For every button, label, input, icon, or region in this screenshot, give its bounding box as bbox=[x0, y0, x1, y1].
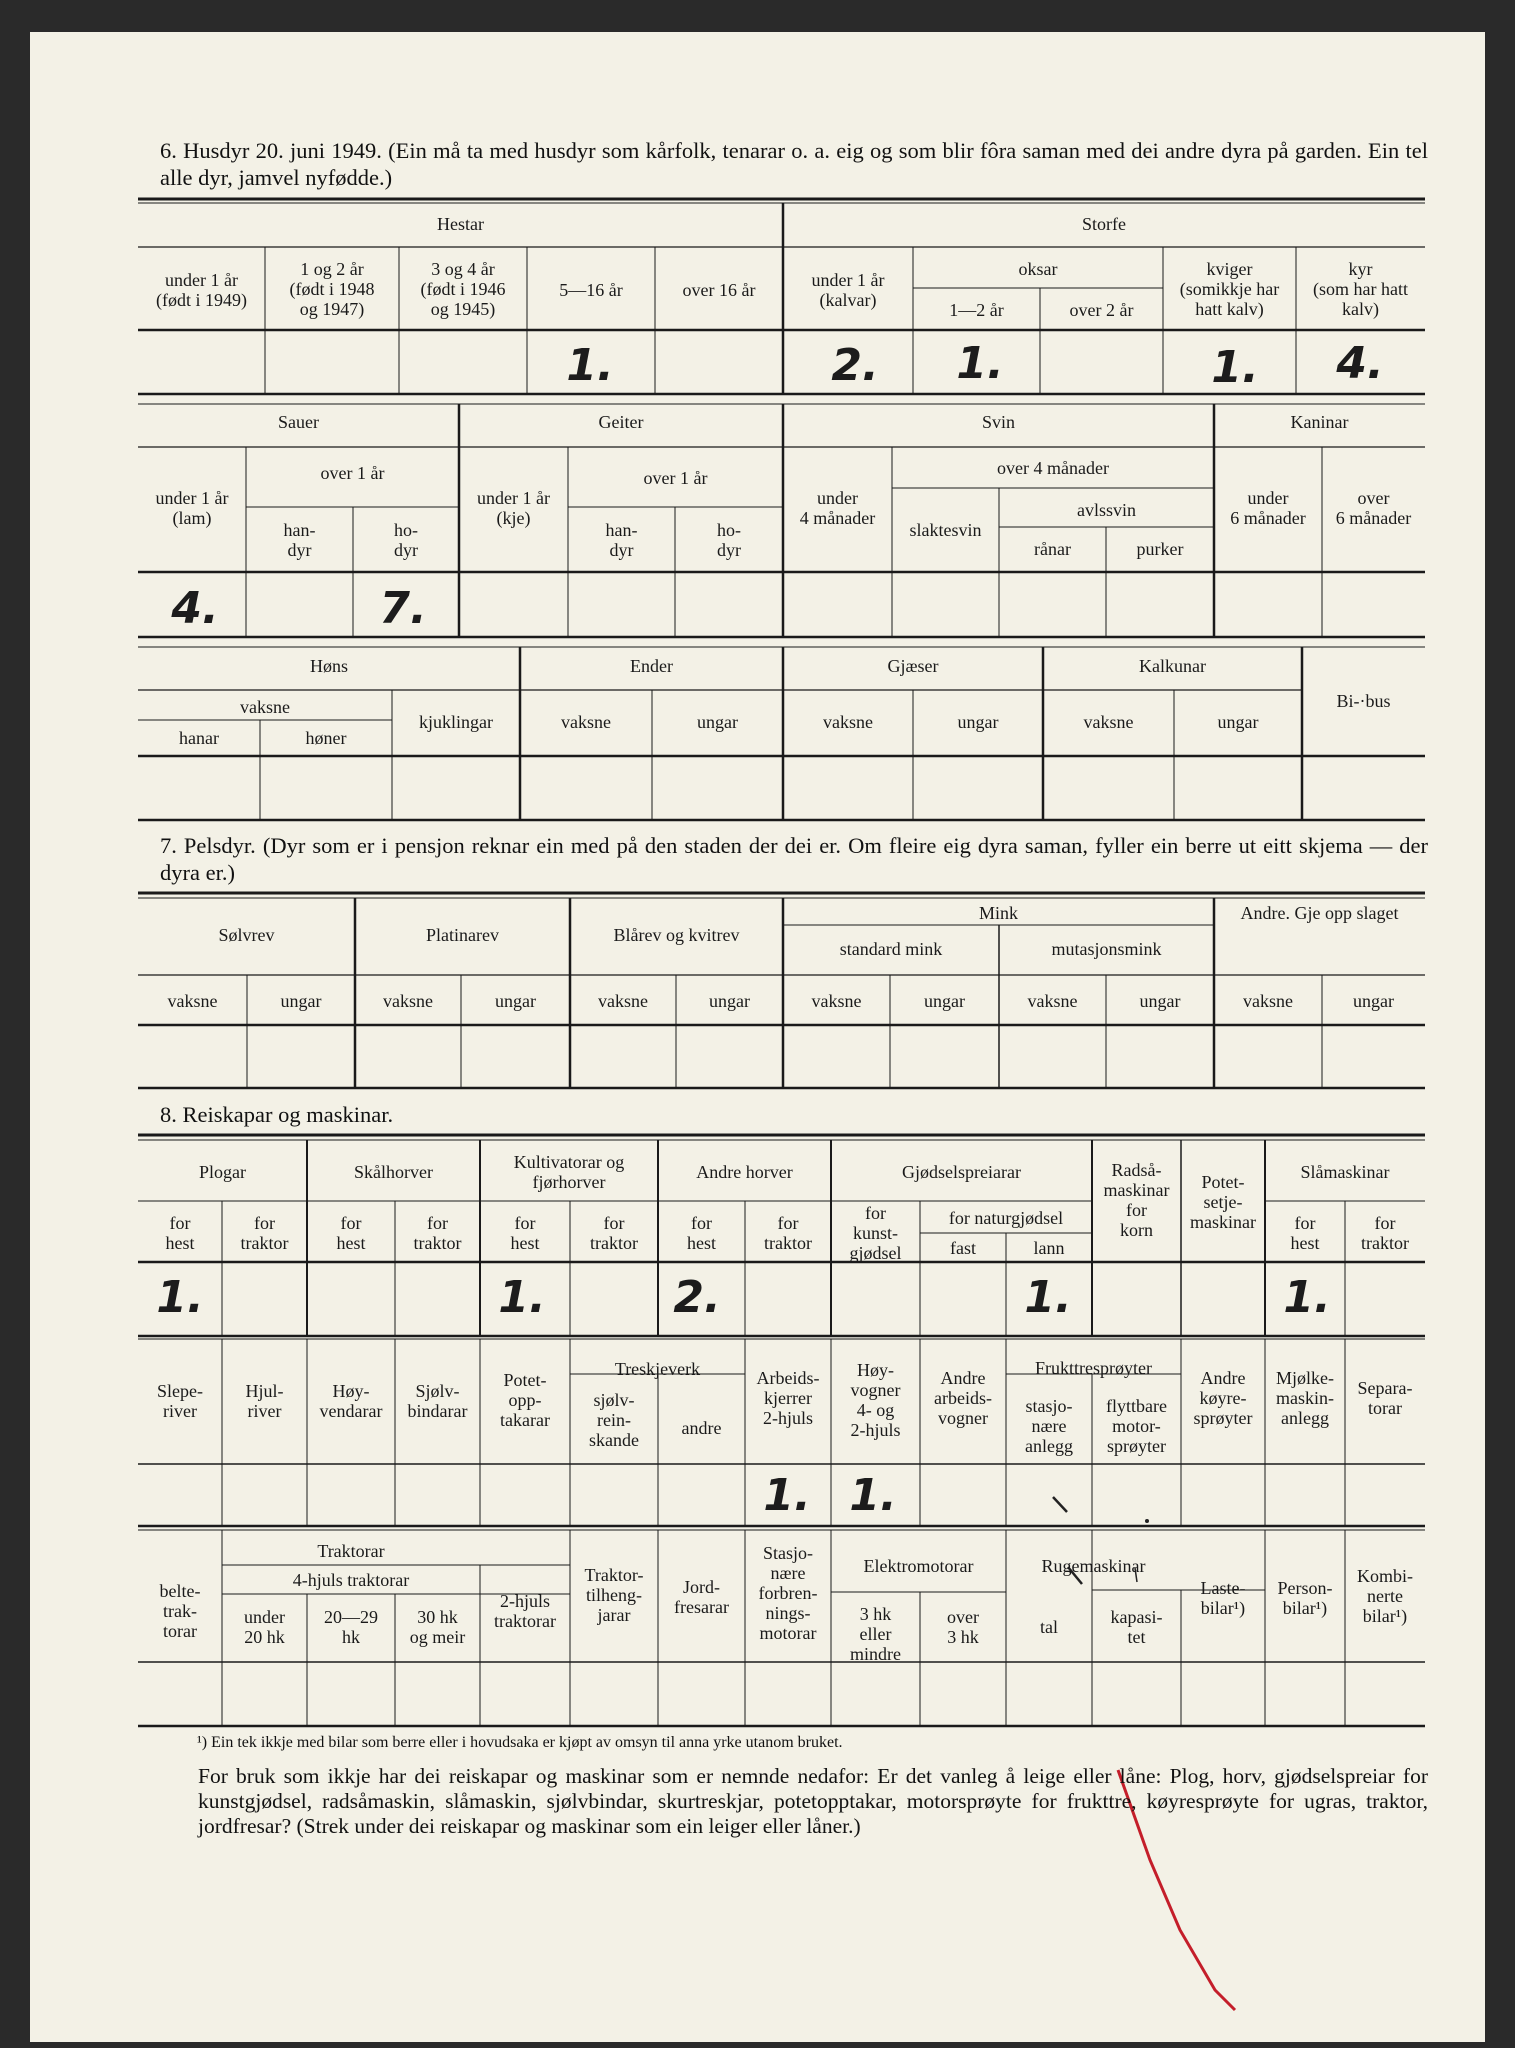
sauer-handyr: han- dyr bbox=[283, 520, 316, 560]
oksar-over2: over 2 år bbox=[1069, 300, 1134, 320]
skaal-for-hest: for hest bbox=[336, 1213, 366, 1253]
hestar-under1: under 1 år (født i 1949) bbox=[156, 270, 247, 310]
geiter-handyr: han- dyr bbox=[605, 520, 638, 560]
frukttresproyter-header: Frukttresprøyter bbox=[1035, 1358, 1152, 1378]
section8-heading: 8. Reiskapar og maskinar. bbox=[160, 1102, 394, 1127]
separatorar-header: Separa- torar bbox=[1357, 1378, 1413, 1418]
value-lam: 4. bbox=[171, 583, 219, 634]
svin-slaktesvin: slaktesvin bbox=[909, 520, 982, 540]
svin-avlssvin: avlssvin bbox=[1076, 500, 1136, 520]
value-plog-hest: 1. bbox=[156, 1272, 204, 1323]
blaarev-vaksne: vaksne bbox=[598, 991, 648, 1011]
oksar-1-2: 1—2 år bbox=[949, 300, 1004, 320]
elektro-over3: over 3 hk bbox=[947, 1607, 979, 1647]
kalkunar-ungar: ungar bbox=[1217, 712, 1259, 732]
value-lann: 1. bbox=[1024, 1272, 1072, 1323]
svin-under4: under 4 månader bbox=[799, 488, 876, 528]
kviger-header: kviger (somikkje har hatt kalv) bbox=[1179, 259, 1280, 319]
plog-for-hest: for hest bbox=[165, 1213, 195, 1253]
andre-koyresproyter-header: Andre køyre- sprøyter bbox=[1193, 1368, 1253, 1428]
geiter-kje: under 1 år (kje) bbox=[477, 488, 550, 528]
gjodsel-lann: lann bbox=[1033, 1238, 1065, 1258]
plog-for-traktor: for traktor bbox=[240, 1213, 289, 1253]
kaninar-over6: over 6 månader bbox=[1335, 488, 1412, 528]
instruction-paragraph: For bruk som ikkje har dei reiskapar og maskinar som er nemnde nedafor: Er det vanleg å leige eller låne: Plog, horv, gjødselspreiar for kunstgjødsel, radsåmaskin, slåmaskin, sjølvbindar, skurtreskjar, potetopptakar, motorsprøyte for frukttre, køyresprøyte for ugras, traktor, jordfresar? (Strek under dei reiskapar og maskinar som ein leiger eller låner.) bbox=[198, 1764, 1428, 1838]
solvrev-vaksne: vaksne bbox=[167, 991, 218, 1011]
sauer-over1: over 1 år bbox=[320, 463, 385, 483]
hons-header: Høns bbox=[309, 656, 348, 676]
hons-vaksne: vaksne bbox=[240, 697, 290, 717]
sauer-header: Sauer bbox=[278, 412, 319, 432]
bikubus-header: Bi-·bus bbox=[1336, 691, 1391, 711]
svin-over4: over 4 månader bbox=[997, 458, 1109, 478]
rugemaskinar-header: Rugemaskinar bbox=[1041, 1556, 1146, 1576]
potetsetje-header: Potet- setje- maskinar bbox=[1190, 1172, 1256, 1232]
hestar-3og4: 3 og 4 år (født i 1946 og 1945) bbox=[420, 259, 506, 319]
slaa-for-hest: for hest bbox=[1290, 1213, 1320, 1253]
storfe-kalvar: under 1 år (kalvar) bbox=[811, 270, 885, 310]
section7-heading: 7. Pelsdyr. (Dyr som er i pensjon reknar ein med på den staden der dei er. Om fleire eig dyra saman, fyller ein berre ut eitt skjema — der dyra er.) bbox=[160, 833, 1428, 885]
value-hodyr: 7. bbox=[379, 583, 427, 634]
value-arbeidskjerrer: 1. bbox=[763, 1470, 811, 1521]
kalkunar-header: Kalkunar bbox=[1139, 656, 1206, 676]
gjaeser-ungar: ungar bbox=[957, 712, 999, 732]
tohjuls-header: 2-hjuls traktorar bbox=[494, 1591, 556, 1631]
frukt-stasjonaere: stasjo- nære anlegg bbox=[1025, 1396, 1073, 1456]
svin-header: Svin bbox=[981, 412, 1015, 432]
geiter-header: Geiter bbox=[598, 412, 644, 432]
kaninar-header: Kaninar bbox=[1290, 412, 1349, 432]
value-kviger: 1. bbox=[1211, 342, 1259, 393]
platinarev-ungar: ungar bbox=[495, 991, 536, 1011]
andre-ungar: ungar bbox=[1353, 991, 1394, 1011]
fjorhjuls-header: 4-hjuls traktorar bbox=[292, 1570, 410, 1590]
mutasjonsmink-ungar: ungar bbox=[1139, 991, 1181, 1011]
kyr-header: kyr (som har hatt kalv) bbox=[1313, 259, 1408, 319]
storfe-header: Storfe bbox=[1082, 214, 1126, 234]
ruge-kapasitet: kapasi- tet bbox=[1110, 1607, 1163, 1647]
value-hestar-5-16: 1. bbox=[566, 340, 614, 391]
hestar-5-16: 5—16 år bbox=[559, 280, 623, 300]
ender-ungar: ungar bbox=[697, 712, 738, 732]
geiter-over1: over 1 år bbox=[643, 468, 708, 488]
mjolkemaskin-header: Mjølke- maskin- anlegg bbox=[1276, 1368, 1334, 1428]
skaal-for-traktor: for traktor bbox=[413, 1213, 462, 1253]
oksar-header: oksar bbox=[1018, 259, 1058, 279]
sauer-lam: under 1 år (lam) bbox=[155, 488, 229, 528]
footnote: ¹) Ein tek ikkje med bilar som berre eller i hovudsaka er kjøpt av omsyn til anna yrke utanom bruket. bbox=[197, 1734, 843, 1751]
blaarev-ungar: ungar bbox=[709, 991, 750, 1011]
ender-header: Ender bbox=[630, 656, 673, 676]
lastebilar-header: Laste- bilar¹) bbox=[1200, 1578, 1246, 1618]
value-kyr: 4. bbox=[1336, 338, 1384, 389]
kaninar-under6: under 6 månader bbox=[1230, 488, 1306, 528]
mutasjonsmink-vaksne: vaksne bbox=[1027, 991, 1078, 1011]
standard-mink-vaksne: vaksne bbox=[811, 991, 862, 1011]
gjodsel-kunstgjodsel: for kunst- gjødsel bbox=[849, 1203, 902, 1263]
sauer-hodyr: ho- dyr bbox=[394, 520, 418, 560]
value-slaa-hest: 1. bbox=[1283, 1272, 1331, 1323]
solvrev-header: Sølvrev bbox=[218, 925, 275, 945]
ender-vaksne: vaksne bbox=[561, 712, 611, 732]
personbilar-header: Person- bilar¹) bbox=[1277, 1578, 1333, 1618]
jordfresarar-header: Jord- fresarar bbox=[674, 1577, 729, 1617]
hk20-29-header: 20—29 hk bbox=[324, 1607, 378, 1647]
hoyvogner-header: Høy- vogner 4- og 2-hjuls bbox=[850, 1360, 901, 1440]
value-oksar-1-2: 1. bbox=[956, 338, 1004, 389]
svin-raanar: rånar bbox=[1034, 539, 1071, 559]
frukt-flyttbare: flyttbare motor- sprøyter bbox=[1106, 1396, 1167, 1456]
kombinerte-header: Kombi- nerte bilar¹) bbox=[1357, 1566, 1413, 1626]
tilhengjarar-header: Traktor- tilheng- jarar bbox=[584, 1565, 644, 1625]
andre-vaksne: vaksne bbox=[1243, 991, 1293, 1011]
plogar-header: Plogar bbox=[199, 1162, 246, 1182]
gjaeser-vaksne: vaksne bbox=[823, 712, 873, 732]
hestar-1og2: 1 og 2 år (født i 1948 og 1947) bbox=[289, 259, 375, 319]
kalkunar-vaksne: vaksne bbox=[1083, 712, 1134, 732]
stasjonaere-motorar-header: Stasjo- nære forbren- nings- motorar bbox=[758, 1543, 818, 1643]
andre-arbeidsvogner-header: Andre arbeids- vogner bbox=[934, 1368, 992, 1428]
hk30-header: 30 hk og meir bbox=[409, 1607, 466, 1647]
value-hoyvogner: 1. bbox=[849, 1470, 897, 1521]
andre-pelsdyr-header: Andre. Gje opp slaget bbox=[1240, 903, 1399, 923]
platinarev-vaksne: vaksne bbox=[383, 991, 433, 1011]
ruge-tal: tal bbox=[1040, 1617, 1058, 1637]
hons-hanar: hanar bbox=[179, 728, 219, 748]
value-kalvar: 2. bbox=[831, 340, 879, 391]
traktorar-header: Traktorar bbox=[317, 1541, 385, 1561]
andre-horver-header: Andre horver bbox=[696, 1162, 793, 1182]
beltetraktorar-header: belte- trak- torar bbox=[159, 1581, 201, 1641]
gjodsel-header: Gjødselspreiarar bbox=[902, 1162, 1021, 1182]
arbeidskjerrer-header: Arbeids- kjerrer 2-hjuls bbox=[756, 1368, 820, 1428]
mink-header: Mink bbox=[978, 903, 1018, 923]
hons-kjuklingar: kjuklingar bbox=[419, 712, 493, 732]
under20-header: under 20 hk bbox=[244, 1607, 285, 1647]
svin-purker: purker bbox=[1136, 539, 1184, 559]
blaarev-header: Blårev og kvitrev bbox=[613, 925, 740, 945]
sleperiver-header: Slepe- river bbox=[157, 1381, 203, 1421]
gjodsel-fast: fast bbox=[950, 1238, 976, 1258]
elektromotorar-header: Elektromotorar bbox=[863, 1556, 974, 1576]
hons-honer: høner bbox=[305, 728, 347, 748]
sjolvbindarar-header: Sjølv- bindarar bbox=[407, 1381, 468, 1421]
treskjeverk-header: Treskjeverk bbox=[614, 1359, 701, 1379]
section6-heading: 6. Husdyr 20. juni 1949. (Ein må ta med husdyr som kårfolk, tenarar o. a. eig og som blir fôra saman med dei andre dyra på garden. Ein tel alle dyr, jamvel nyfødde.) bbox=[160, 138, 1428, 190]
andre-for-hest: for hest bbox=[687, 1213, 716, 1253]
standard-mink-ungar: ungar bbox=[924, 991, 965, 1011]
kultivatorar-header: Kultivatorar og fjørhorver bbox=[513, 1152, 625, 1192]
standard-mink-header: standard mink bbox=[839, 939, 943, 959]
value-andre-hest: 2. bbox=[673, 1272, 721, 1323]
hoyvendarar-header: Høy- vendarar bbox=[319, 1381, 383, 1421]
slaa-for-traktor: for traktor bbox=[1361, 1213, 1409, 1253]
kult-for-hest: for hest bbox=[510, 1213, 540, 1253]
elektro-3hk: 3 hk eller mindre bbox=[850, 1604, 901, 1664]
value-kult-hest: 1. bbox=[498, 1272, 546, 1323]
solvrev-ungar: ungar bbox=[280, 991, 322, 1011]
mutasjonsmink-header: mutasjonsmink bbox=[1051, 939, 1162, 959]
treskjeverk-andre: andre bbox=[681, 1418, 722, 1438]
slaamaskinar-header: Slåmaskinar bbox=[1300, 1162, 1390, 1182]
hestar-over16: over 16 år bbox=[682, 280, 756, 300]
gjaeser-header: Gjæser bbox=[887, 656, 939, 676]
hestar-header: Hestar bbox=[437, 214, 484, 234]
geiter-hodyr: ho- dyr bbox=[717, 520, 741, 560]
skaalhorver-header: Skålhorver bbox=[354, 1162, 433, 1182]
gjodsel-naturgjodsel: for naturgjødsel bbox=[948, 1208, 1064, 1228]
potetopptakarar-header: Potet- opp- takarar bbox=[500, 1370, 550, 1430]
kult-for-traktor: for traktor bbox=[590, 1213, 638, 1253]
hjulriver-header: Hjul- river bbox=[245, 1381, 284, 1421]
andre-for-traktor: for traktor bbox=[764, 1213, 812, 1253]
treskjeverk-sjolvrein: sjølv- rein- skande bbox=[589, 1390, 639, 1450]
radsaa-header: Radså- maskinar for korn bbox=[1103, 1160, 1170, 1240]
platinarev-header: Platinarev bbox=[426, 925, 499, 945]
